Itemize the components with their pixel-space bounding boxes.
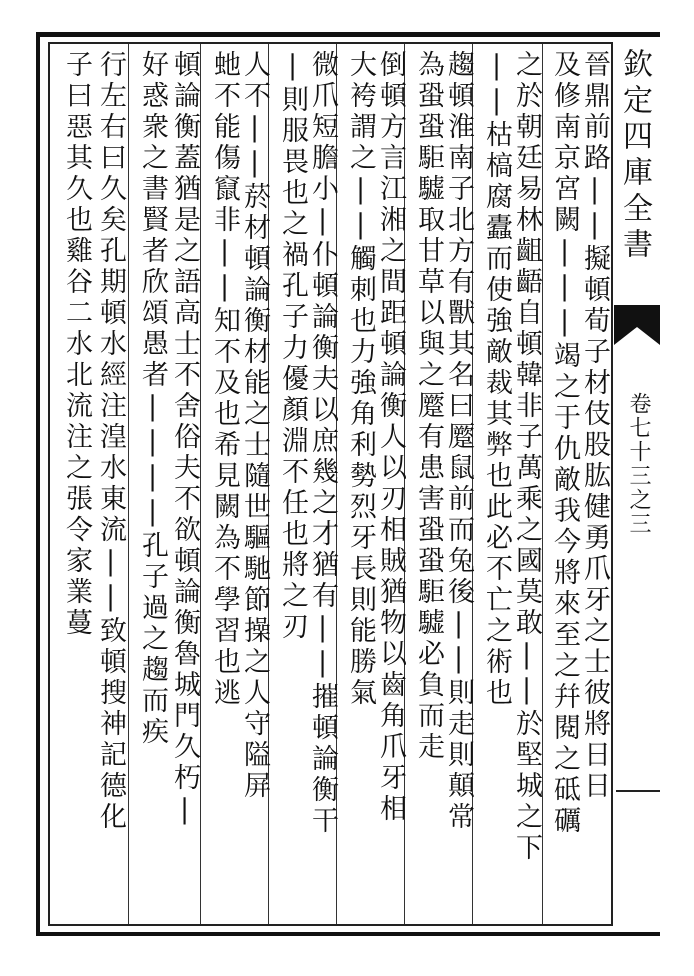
text-column-6: 為蛩蛩駏驉取甘草以與之蹷有患害蛩蛩駏驉必負而走 [413, 50, 444, 763]
inner-border-bottom [48, 924, 612, 926]
page-border-top [36, 32, 660, 37]
fishtail-mark-icon [614, 305, 660, 365]
margin-tick [616, 790, 660, 792]
text-column-9: 微爪短膽小|仆頓論衡夫以庶幾之才猶有||摧頓論衡干 [307, 50, 338, 837]
text-column-8: 大袴謂之||觸刺也力強角利勢烈牙長則能勝氣 [345, 50, 376, 709]
inner-border-left [48, 42, 50, 926]
text-column-1: 晉鼎前路||擬頓荀子材伎股肱健勇爪牙之士彼將日日 [579, 50, 610, 802]
text-column-10: |則服畏也之禍孔子力優顏淵不任也將之刃 [277, 50, 308, 643]
text-column-13: 頓論衡蓋猶是之語高士不舍俗夫不欲頓論衡魯城門久朽| [169, 50, 200, 829]
inner-border-top [48, 42, 612, 44]
text-column-16: 子曰惡其久也雞谷二水北流注之張令家業蔓 [61, 50, 92, 639]
page-border-left [36, 32, 40, 936]
text-column-3: 之於朝廷易林齟齬自頓韓非子萬乘之國莫敢||於堅城之下 [511, 50, 542, 864]
text-column-2: 及修南京宮闕|||竭之于仇敵我今將來至之幷閱之砥礪 [549, 50, 580, 837]
text-column-11: 人不||菸材頓論衡材能之士隨世驅馳節操之人守隘屏 [239, 50, 270, 802]
text-column-4: ||枯槁腐蠹而使強敵裁其弊也此必不亡之術也 [481, 50, 512, 709]
text-column-5: 趨頓淮南子北方有獸其名曰蹷鼠前而兔後||則走則顛常 [443, 50, 474, 833]
book-title-header: 欽定四庫全書 [617, 48, 652, 264]
text-column-7: 倒頓方言江湘之間距頓論衡人以刃相賊猶物以齒角爪牙相 [375, 50, 406, 825]
page-border-bottom [36, 932, 660, 936]
text-column-14: 好惑衆之書賢者欣頌愚者||||孔子過之趨而疾 [137, 50, 168, 748]
text-column-12: 虵不能傷竄非||知不及也希見闕為不學習也逃 [209, 50, 240, 709]
volume-label: 卷七十三之三 [626, 392, 651, 536]
text-column-15: 行左右曰久矣孔期頓水經注湟水東流||致頓搜神記德化 [95, 50, 126, 833]
